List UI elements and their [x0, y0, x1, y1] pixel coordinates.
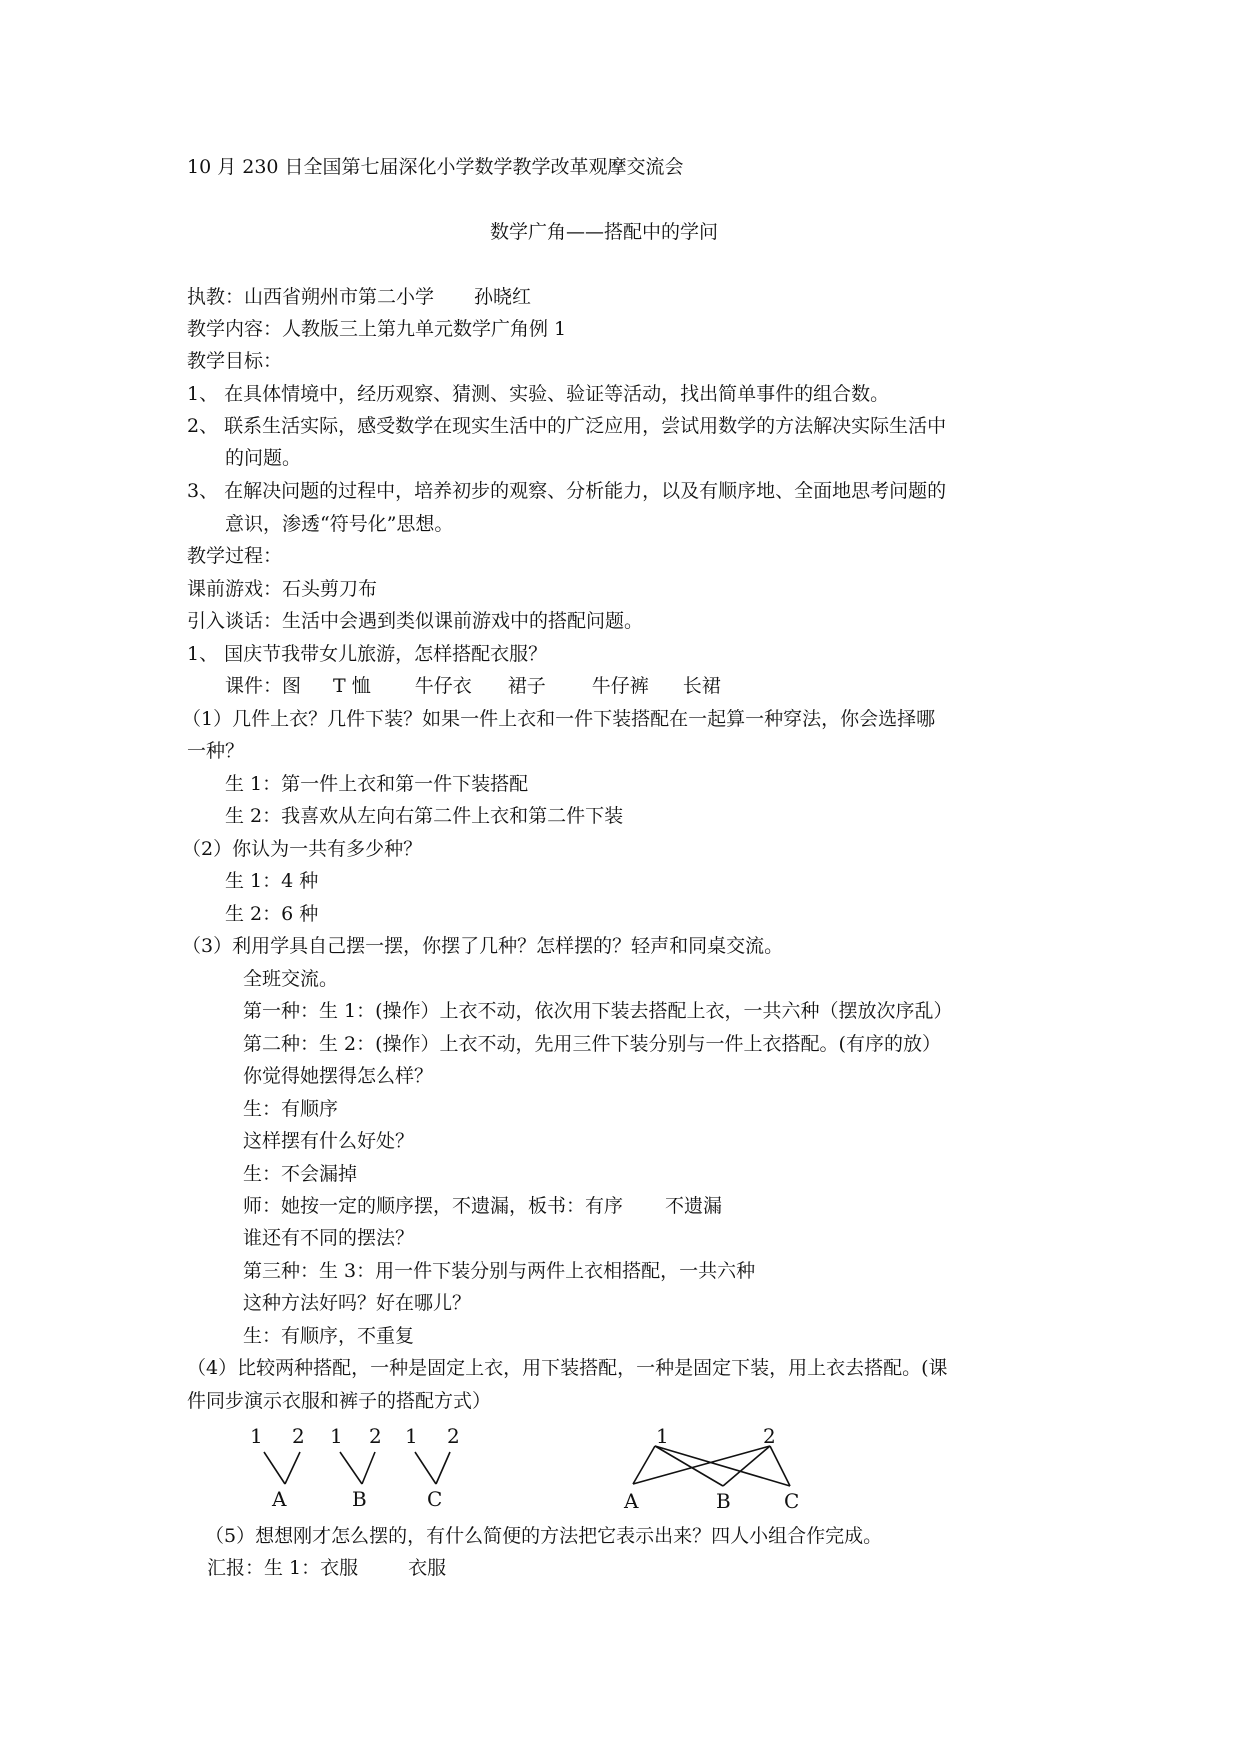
teacher-label: 执教：: [187, 286, 245, 308]
left-top-6: 2: [447, 1424, 460, 1448]
part-5: （5）想想刚才怎么摆的，有什么简便的方法把它表示出来？四人小组合作完成。: [205, 1525, 883, 1547]
v-line-a-left: [264, 1452, 285, 1484]
report-clothes: 衣服: [408, 1557, 447, 1579]
courseware-denim-jacket: 牛仔衣: [414, 675, 472, 697]
right-top-2: 2: [763, 1424, 776, 1448]
right-bottom-b: B: [716, 1489, 731, 1513]
cross-line-1b: [655, 1446, 723, 1486]
discussion-line-4: 你觉得她摆得怎么样？: [243, 1065, 434, 1087]
goal-3-line-2: 意识，渗透“符号化”思想。: [225, 513, 454, 535]
discussion-line-6: 这样摆有什么好处？: [243, 1130, 415, 1152]
right-bottom-c: C: [784, 1489, 800, 1513]
courseware-long-skirt: 长裙: [682, 675, 721, 697]
discussion-line-10: 第三种：生 3：用一件下装分别与两件上衣相搭配，一共六种: [243, 1260, 756, 1282]
v-line-b-right: [362, 1452, 375, 1484]
report-student-1: 汇报：生 1：衣服: [207, 1557, 359, 1579]
right-bottom-a: A: [624, 1489, 639, 1513]
courseware-skirt: 裙子: [507, 675, 546, 697]
cross-line-2a: [633, 1446, 770, 1484]
discussion-line-9: 谁还有不同的摆法？: [243, 1227, 415, 1249]
goal-2-line-1: 2、 联系生活实际，感受数学在现实生活中的广泛应用，尝试用数学的方法解决实际生活中: [187, 415, 947, 437]
intro-talk: 引入谈话：生活中会遇到类似课前游戏中的搭配问题。: [187, 610, 644, 632]
pre-class-game: 课前游戏：石头剪刀布: [187, 578, 378, 600]
report-line: [207, 1559, 446, 1578]
v-line-b-left: [340, 1452, 362, 1484]
student-2-answer: 生 2：我喜欢从左向右第二件上衣和第二件下装: [225, 805, 624, 827]
part-1-line-1: （1）几件上衣？几件下装？如果一件上衣和一件下装搭配在一起算一种穿法，你会选择哪: [182, 708, 936, 730]
left-top-2: 2: [292, 1424, 305, 1448]
left-top-1: 1: [250, 1424, 263, 1448]
discussion-line-11: 这种方法好吗？好在哪儿？: [243, 1292, 472, 1314]
goal-3-line-1: 3、 在解决问题的过程中，培养初步的观察、分析能力，以及有顺序地、全面地思考问题的: [187, 480, 947, 502]
part-4-line-2: 件同步演示衣服和裤子的搭配方式）: [187, 1390, 492, 1412]
left-top-5: 1: [405, 1424, 418, 1448]
left-bottom-b: B: [352, 1487, 367, 1511]
cross-line-2c: [770, 1446, 790, 1486]
student-1-answer: 生 1：第一件上衣和第一件下装搭配: [225, 773, 529, 795]
student-2-guess: 生 2：6 种: [225, 903, 319, 925]
teaching-content: 教学内容：人教版三上第九单元数学广角例 1: [187, 318, 567, 340]
part-3: （3）利用学具自己摆一摆，你摆了几种？怎样摆的？轻声和同桌交流。: [182, 935, 784, 957]
lesson-title: 数学广角——搭配中的学问: [490, 221, 719, 243]
left-top-4: 2: [369, 1424, 382, 1448]
part-4-line-1: （4）比较两种搭配，一种是固定上衣，用下装搭配，一种是固定下装，用上衣去搭配。(课: [187, 1357, 948, 1379]
left-top-3: 1: [330, 1424, 343, 1448]
teacher-remark: 师：她按一定的顺序摆，不遗漏，板书：有序: [243, 1195, 624, 1217]
courseware-jeans: 牛仔裤: [591, 675, 649, 697]
teacher-school: 山西省朔州市第二小学: [244, 286, 435, 308]
v-line-c-right: [436, 1452, 450, 1484]
goal-1: 1、 在具体情境中，经历观察、猜测、实验、验证等活动，找出简单事件的组合数。: [187, 383, 890, 405]
left-bottom-a: A: [272, 1487, 287, 1511]
teacher-name: 孙晓红: [474, 286, 532, 308]
discussion-line-12: 生：有顺序，不重复: [243, 1325, 415, 1347]
discussion-line-7: 生：不会漏掉: [243, 1163, 358, 1185]
v-line-a-right: [285, 1452, 300, 1484]
goals-heading: 教学目标：: [187, 350, 283, 372]
discussion-line-5: 生：有顺序: [243, 1098, 339, 1120]
conference-header: 10 月 230 日全国第七届深化小学数学教学改革观摩交流会: [187, 156, 684, 178]
v-line-c-left: [415, 1452, 436, 1484]
board-note: 不遗漏: [665, 1195, 723, 1217]
discussion-line-2: 第一种：生 1：(操作）上衣不动，依次用下装去搭配上衣，一共六种（摆放次序乱）: [243, 1000, 953, 1022]
student-1-guess: 生 1：4 种: [225, 870, 319, 892]
discussion-line-1: 全班交流。: [243, 968, 339, 990]
question-1: 1、 国庆节我带女儿旅游，怎样搭配衣服？: [187, 643, 548, 665]
cross-line-1c: [655, 1446, 790, 1486]
courseware-label: 课件：图: [225, 675, 302, 697]
part-2: （2）你认为一共有多少种？: [182, 838, 423, 860]
part-1-line-2: 一种？: [187, 740, 245, 762]
right-top-1: 1: [656, 1424, 669, 1448]
goal-2-line-2: 的问题。: [225, 447, 302, 469]
process-heading: 教学过程：: [187, 545, 283, 567]
left-bottom-c: C: [427, 1487, 443, 1511]
discussion-line-3: 第二种：生 2：(操作）上衣不动，先用三件下装分别与一件上衣搭配。(有序的放）: [243, 1033, 941, 1055]
courseware-tshirt: T 恤: [333, 675, 371, 697]
